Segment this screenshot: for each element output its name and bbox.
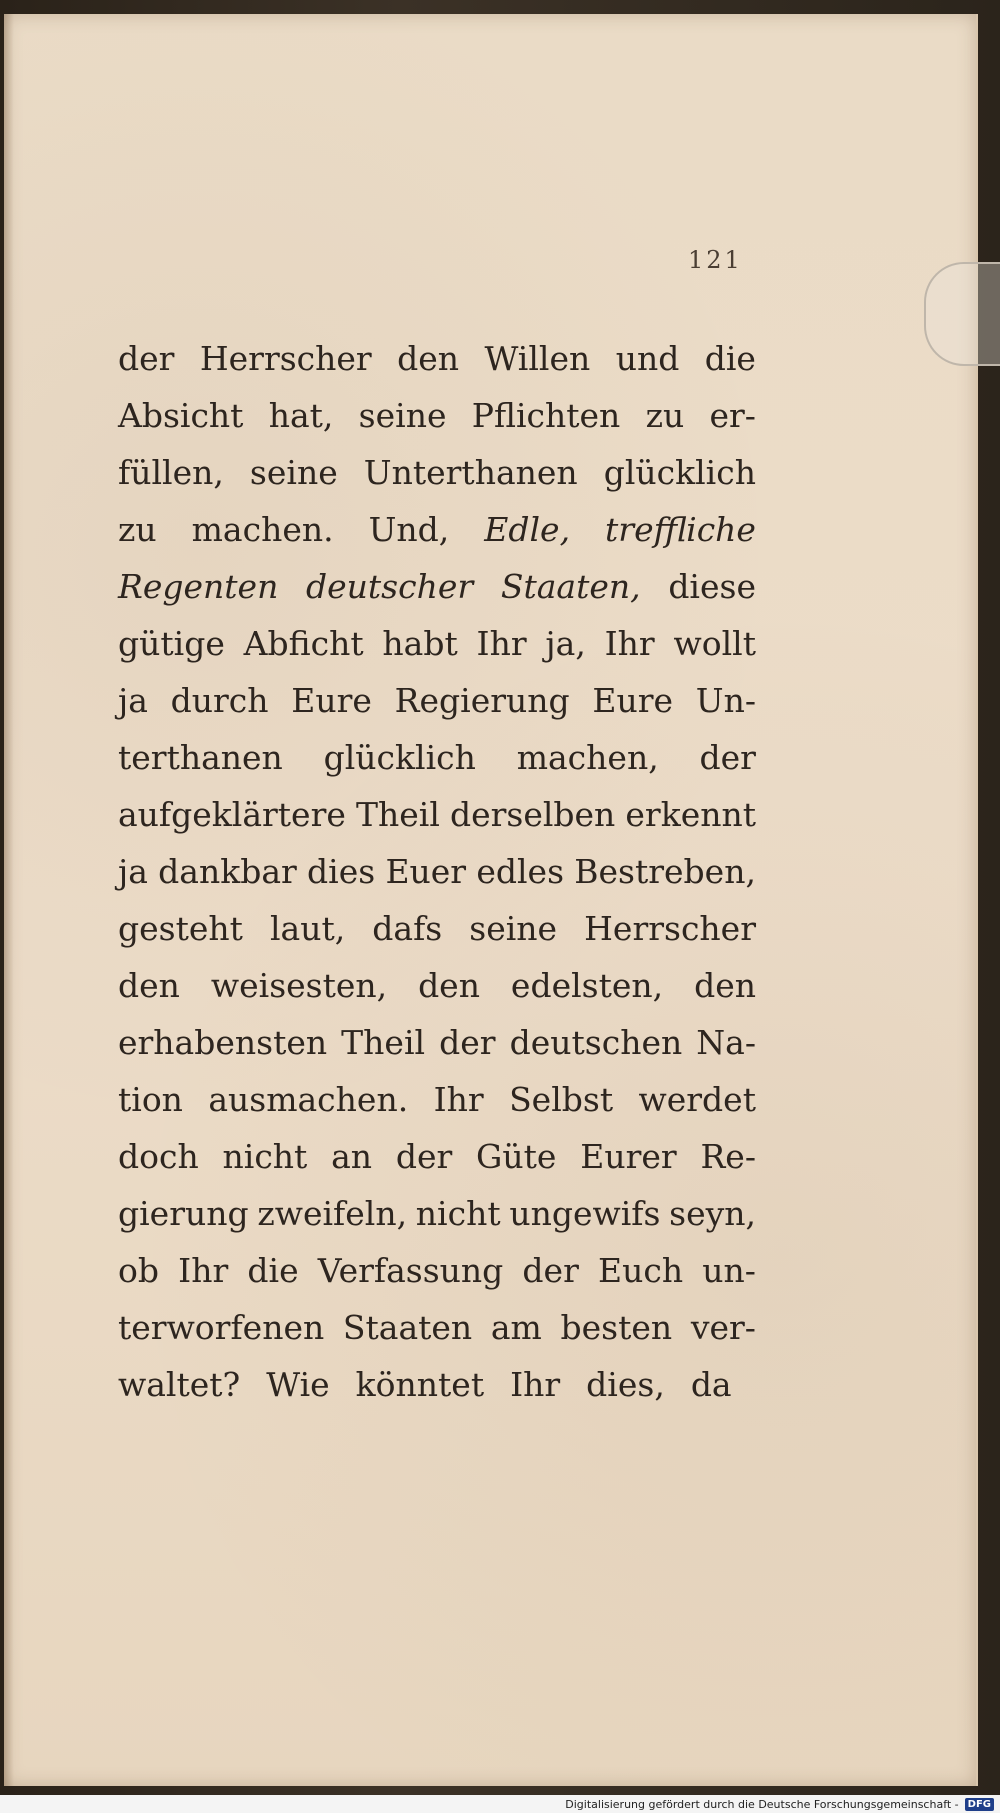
word: erkennt (625, 795, 756, 834)
word: nicht (415, 1194, 501, 1233)
word: edles (476, 852, 565, 891)
word: füllen, (118, 453, 224, 492)
word: er- (709, 396, 756, 435)
word: Re- (700, 1137, 756, 1176)
word: gütige (118, 624, 225, 663)
word: Pflichten (471, 396, 621, 435)
word: den (397, 339, 460, 378)
word: Abficht (243, 624, 364, 663)
text-line (118, 1299, 756, 1356)
text-line (118, 729, 756, 786)
word: doch (118, 1137, 199, 1176)
word: un- (702, 1251, 756, 1290)
text-line (118, 330, 756, 387)
text-line (118, 1356, 756, 1413)
page-tab-clip (924, 262, 1000, 366)
word: derselben (449, 795, 616, 834)
word: seine (469, 909, 558, 948)
word: Ihr (510, 1365, 561, 1404)
word: Theil (355, 795, 440, 834)
word: Edle, (484, 510, 571, 549)
word: waltet? (118, 1365, 241, 1404)
word: die (247, 1251, 299, 1290)
word: Eurer (580, 1137, 677, 1176)
word: ja (118, 681, 148, 720)
text-line (118, 1071, 756, 1128)
word: Herrscher (584, 909, 756, 948)
word: der (699, 738, 756, 777)
word: Regierung (394, 681, 570, 720)
word: besten (560, 1308, 673, 1347)
text-line (118, 387, 756, 444)
word: diese (668, 567, 756, 606)
word: aufgeklärtere (118, 795, 346, 834)
digitization-credit: Digitalisierung gefördert durch die Deutsche Forschungsgemeinschaft - (565, 1797, 959, 1811)
word: Wie (266, 1365, 330, 1404)
word: Absicht (118, 396, 244, 435)
word: Un- (695, 681, 756, 720)
word: hat, (268, 396, 334, 435)
word: dies (307, 852, 376, 891)
word: habt (382, 624, 458, 663)
word: Herrscher (199, 339, 372, 378)
text-line (118, 1242, 756, 1299)
word: am (490, 1308, 542, 1347)
word: der (522, 1251, 579, 1290)
word: Theil (341, 1023, 426, 1062)
word: seyn, (669, 1194, 756, 1233)
word: seine (358, 396, 447, 435)
page-number: 121 (688, 246, 743, 274)
word: Staaten, (500, 567, 641, 606)
word: Ihr (178, 1251, 229, 1290)
text-line (118, 615, 756, 672)
word: machen, (516, 738, 659, 777)
word: Regenten (118, 567, 279, 606)
word: seine (249, 453, 338, 492)
word: Eure (592, 681, 674, 720)
word: zu (645, 396, 685, 435)
word: dies, (586, 1365, 665, 1404)
word: gierung (118, 1194, 249, 1233)
word: und (615, 339, 680, 378)
word: Na- (696, 1023, 756, 1062)
word: der (395, 1137, 453, 1176)
word: terworfenen (118, 1308, 325, 1347)
word: ungewifs (509, 1194, 661, 1233)
text-line (118, 1128, 756, 1185)
word: Bestreben, (574, 852, 756, 891)
word: Verfassung (317, 1251, 504, 1290)
word: edelsten, (510, 966, 664, 1005)
text-line (118, 558, 756, 615)
text-line (118, 957, 756, 1014)
word: laut, (269, 909, 346, 948)
word: zu (118, 510, 157, 549)
word: den (118, 966, 180, 1005)
word: Eure (291, 681, 372, 720)
word: Güte (476, 1137, 557, 1176)
digitization-credit-bar (0, 1795, 1000, 1813)
word: werdet (638, 1080, 756, 1119)
word: an (331, 1137, 373, 1176)
text-line (118, 672, 756, 729)
word: treffliche (605, 510, 756, 549)
text-line (118, 501, 756, 558)
word: dafs (372, 909, 443, 948)
word: ver- (690, 1308, 756, 1347)
word: Und, (368, 510, 450, 549)
word: erhabensten (118, 1023, 328, 1062)
word: Staaten (342, 1308, 473, 1347)
word: ausmachen. (208, 1080, 409, 1119)
word: machen. (191, 510, 334, 549)
word: ja (118, 852, 148, 891)
word: Willen (484, 339, 591, 378)
word: Ihr (476, 624, 527, 663)
word: gesteht (118, 909, 243, 948)
text-line (118, 900, 756, 957)
word: die (704, 339, 756, 378)
word: Ihr (604, 624, 655, 663)
word: terthanen (118, 738, 283, 777)
text-line (118, 1014, 756, 1071)
word: den (694, 966, 756, 1005)
body-text (118, 330, 756, 1413)
word: glücklich (323, 738, 476, 777)
word: Euch (598, 1251, 684, 1290)
word: den (418, 966, 480, 1005)
word: Unterthanen (363, 453, 578, 492)
word: dankbar (158, 852, 297, 891)
word: durch (170, 681, 269, 720)
word: da (690, 1365, 732, 1404)
word: weisesten, (210, 966, 388, 1005)
word: der (439, 1023, 496, 1062)
page-edge-shadow (4, 14, 14, 1786)
word: ja, (545, 624, 586, 663)
word: Ihr (433, 1080, 484, 1119)
word: deutschen (509, 1023, 683, 1062)
word: könntet (355, 1365, 485, 1404)
text-line (118, 843, 756, 900)
text-line (118, 1185, 756, 1242)
word: Selbst (509, 1080, 614, 1119)
word: tion (118, 1080, 183, 1119)
word: der (118, 339, 175, 378)
word: deutscher (306, 567, 474, 606)
word: zweifeln, (257, 1194, 408, 1233)
word: nicht (222, 1137, 308, 1176)
word: Euer (385, 852, 467, 891)
word: ob (118, 1251, 159, 1290)
word: glücklich (603, 453, 756, 492)
text-line (118, 444, 756, 501)
dfg-logo: DFG (965, 1798, 994, 1811)
text-line (118, 786, 756, 843)
word: wollt (673, 624, 756, 663)
